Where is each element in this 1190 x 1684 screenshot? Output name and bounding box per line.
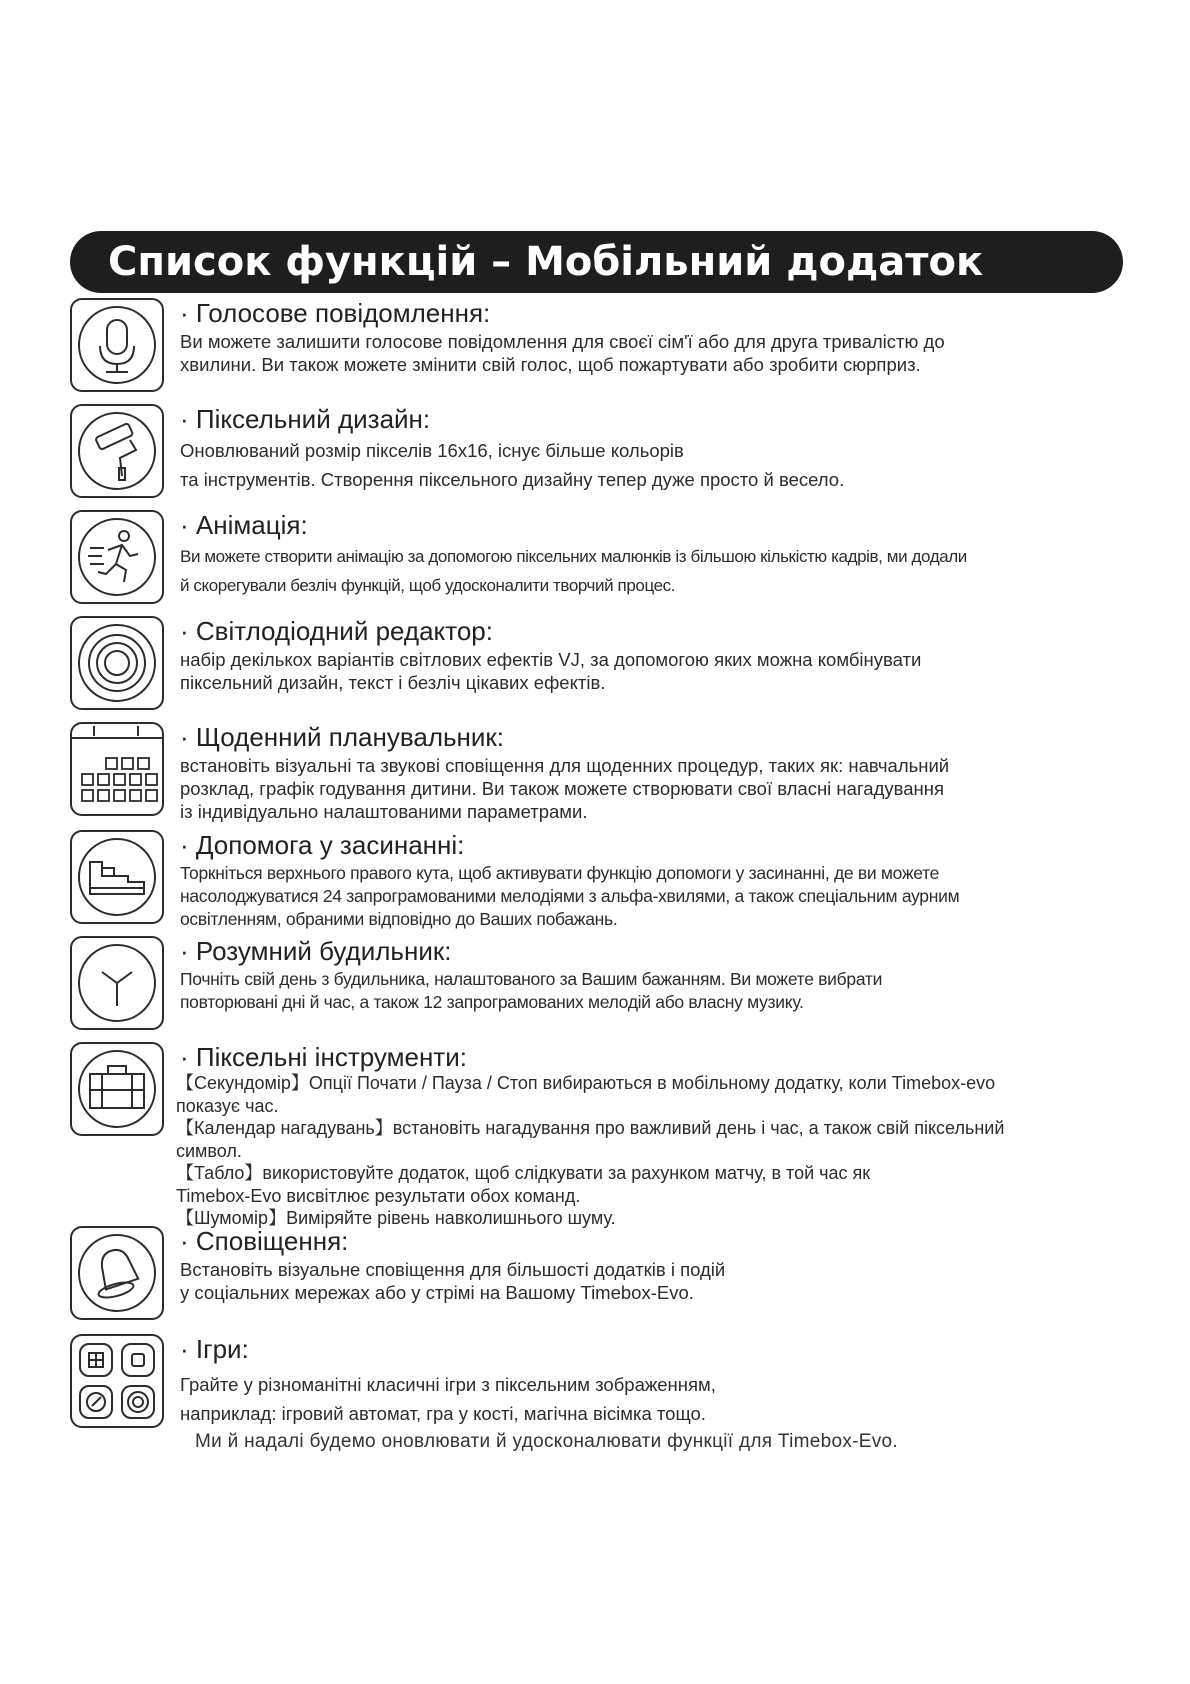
feature-text-line: Timebox-Evo висвітлює результати обох команд.: [176, 1185, 581, 1206]
feature-text-line: показує час.: [176, 1095, 279, 1116]
feature-text-line: хвилини. Ви також можете змінити свій голос, щоб пожартувати або зробити сюрприз.: [180, 354, 921, 375]
feature-description: [180, 542, 1190, 600]
feature-title: · Розумний будильник:: [180, 936, 452, 966]
tool-noise-meter-line: 【Шумомір】Виміряйте рівень навколишнього шуму.: [176, 1208, 616, 1228]
feature-text-line: й скорегували безліч функцій, щоб удосконалити творчий процес.: [180, 576, 676, 595]
feature-text-line: із індивідуально налаштованими параметрами.: [180, 801, 588, 822]
feature-text-line: Грайте у різноманітні класичні ігри з піксельним зображенням,: [180, 1374, 716, 1395]
feature-title: · Анімація:: [180, 510, 308, 540]
clock-hands-icon: [70, 936, 164, 1030]
feature-text-line: наприклад: ігровий автомат, гра у кості, магічна вісімка тощо.: [180, 1403, 706, 1424]
tool-stopwatch-line: 【Секундомір】Опції Почати / Пауза / Стоп вибираються в мобільному додатку, коли Timebox-evo: [176, 1073, 996, 1093]
feature-text-line: Ви можете створити анімацію за допомогою піксельних малюнків із більшою кількістю кадрів, ми додали: [180, 547, 967, 566]
feature-title: · Допомога у засинанні:: [180, 830, 465, 860]
feature-text-line: освітленням, обраними відповідно до Ваших побажань.: [180, 909, 618, 929]
running-figure-icon: [70, 510, 164, 604]
feature-text-line: повторювані дні й час, а також 12 запрограмованих мелодій або власну музику.: [180, 992, 804, 1012]
feature-title: · Щоденний планувальник:: [180, 722, 505, 752]
feature-description: [180, 968, 1190, 1014]
feature-text-line: символ.: [176, 1140, 242, 1161]
feature-description: [180, 1258, 1190, 1304]
feature-title: · Піксельний дизайн:: [180, 404, 431, 434]
feature-title: · Світлодіодний редактор:: [180, 616, 493, 646]
calendar-icon: [70, 722, 164, 816]
feature-text-line: Почніть свій день з будильника, налаштованого за Вашим бажанням. Ви можете вибрати: [180, 969, 883, 989]
tool-scoreboard-line: 【Табло】використовуйте додаток, щоб слідкувати за рахунком матчу, в той час як: [176, 1163, 871, 1183]
feature-text-line: Ви можете залишити голосове повідомлення для своєї сім'ї або для друга тривалістю до: [180, 331, 945, 352]
feature-description: [180, 754, 1190, 823]
feature-title: · Голосове повідомлення:: [180, 298, 491, 328]
feature-text-line: Встановіть візуальне сповіщення для більшості додатків і подій: [180, 1259, 726, 1280]
feature-text-line: у соціальних мережах або у стрімі на Вашому Timebox-Evo.: [180, 1282, 694, 1303]
microphone-icon: [70, 298, 164, 392]
feature-description: [176, 1072, 1186, 1230]
concentric-circles-icon: [70, 616, 164, 710]
bell-icon: [70, 1226, 164, 1320]
paint-roller-icon: [70, 404, 164, 498]
feature-description: [180, 1370, 1190, 1428]
games-grid-icon: [70, 1334, 164, 1428]
feature-text-line: розклад, графік годування дитини. Ви також можете створювати свої власні нагадування: [180, 778, 944, 799]
feature-description: [180, 330, 1190, 376]
closing-note: Ми й надалі будемо оновлювати й удосконалювати функції для Timebox-Evo.: [195, 1431, 898, 1452]
tool-reminder-calendar-line: 【Календар нагадувань】встановіть нагадування про важливий день і час, а також свій піксельний: [176, 1118, 1005, 1138]
feature-text-line: піксельний дизайн, текст і безліч цікавих ефектів.: [180, 672, 606, 693]
section-header-banner: [70, 231, 1123, 293]
toolbox-icon: [70, 1042, 164, 1136]
feature-text-line: встановіть візуальні та звукові сповіщення для щоденних процедур, таких як: навчальний: [180, 755, 950, 776]
feature-description: [180, 862, 1190, 931]
feature-title: · Сповіщення:: [180, 1226, 349, 1256]
feature-title: · Ігри:: [180, 1334, 249, 1364]
feature-text-line: насолоджуватися 24 запрограмованими мелодіями з альфа-хвилями, а також спеціальним аурним: [180, 886, 960, 906]
page-title: Список функцій – Мобільний додаток: [108, 239, 984, 285]
feature-text-line: набір декількох варіантів світлових ефектів VJ, за допомогою яких можна комбінувати: [180, 649, 922, 670]
feature-text-line: Торкніться верхнього правого кута, щоб активувати функцію допомоги у засинанні, де ви можете: [180, 863, 940, 883]
feature-description: [180, 436, 1190, 494]
feature-text-line: та інструментів. Створення піксельного дизайну тепер дуже просто й весело.: [180, 469, 845, 490]
feature-title: · Піксельні інструменти:: [180, 1042, 467, 1072]
feature-description: [180, 648, 1190, 694]
feature-text-line: Оновлюваний розмір пікселів 16х16, існує більше кольорів: [180, 440, 684, 461]
bed-icon: [70, 830, 164, 924]
